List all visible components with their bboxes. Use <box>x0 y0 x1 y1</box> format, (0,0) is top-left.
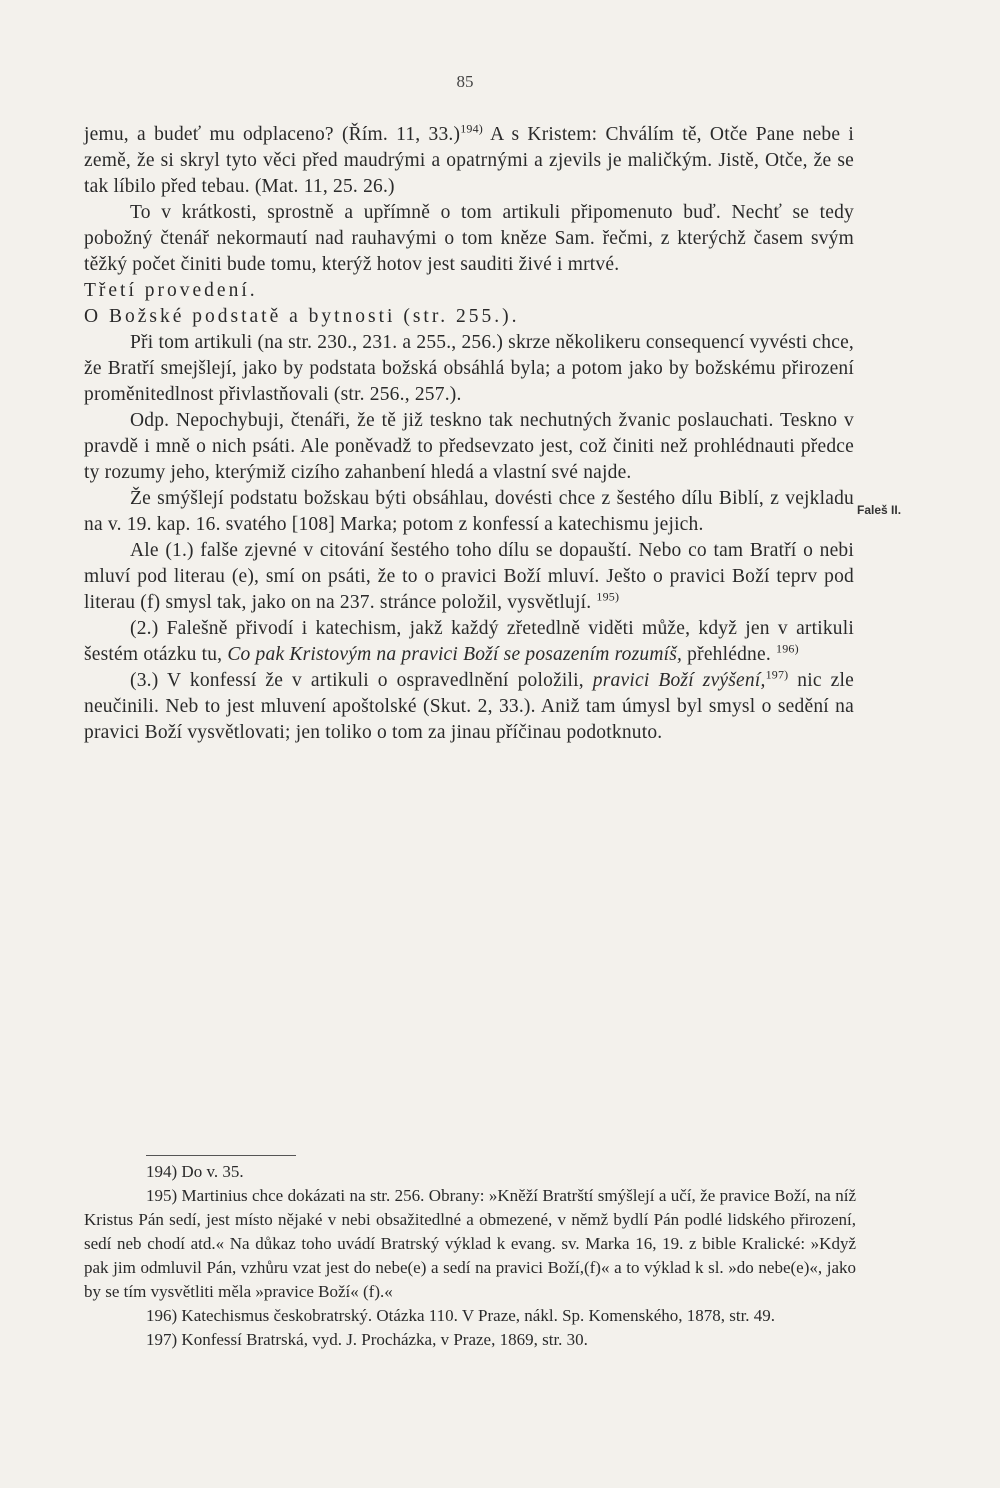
footnote: 194) Do v. 35. <box>146 1162 244 1181</box>
italic-quote: pravici Boží zvýšení, <box>592 670 766 691</box>
section-subheading: O Božské podstatě a bytnosti (str. 255.). <box>84 306 520 327</box>
paragraph: Odp. Nepochybuji, čtenáři, že tě již teskno tak nechutných žvanic poslauchati. Teskno v pravdě i mně o nich psáti. Ale poněvadž to předsevzato jest, což činiti než prohlédnauti předce ty rozumy jeho, kterýmiž cizího zahanbení hledá a vlastní své najde. <box>84 410 854 483</box>
footnote-ref: 197) <box>765 667 789 682</box>
text-run: Ale (1.) falše zjevné v citování šestého toho dílu se dopauští. Nebo co tam Bratří o nebi mluví pod literau (e), smí on psáti, že to o pravici Boží mluví. Ješto o pravici Boží teprv pod literau (f) smysl tak, jako on na 237. stránce položil, vysvětlují. <box>84 540 854 613</box>
text-run: (3.) V konfessí že v artikuli o ospravedlnění položili, <box>130 670 593 691</box>
text-run: A s Kristem: Chválím tě, Otče Pane nebe i země, že si skryl tyto věci před maudrými a opatrnými a zjevils je maličkým. Jistě, Otče, že se tak líbilo před tebau. (Mat. 11, 25. 26.) <box>84 124 854 197</box>
paragraph <box>84 538 854 616</box>
italic-quote: Co pak Kristovým na pravici Boží se posazením rozumíš, <box>227 644 683 665</box>
footnote-ref: 196) <box>776 641 799 656</box>
footnote: 197) Konfessí Bratrská, vyd. J. Procházka, v Praze, 1869, str. 30. <box>146 1330 588 1349</box>
footnote: 195) Martinius chce dokázati na str. 256. Obrany: »Kněží Bratrští smýšlejí a učí, že pravice Boží, na níž Kristus Pán sedí, jest místo nějaké v nebi obsažitedlné a obmezené, v němž bydlí Pán podlé lidského přirození, sedí neb chodí atd.« Na důkaz toho uvádí Bratrský výklad k evang. sv. Marka 16, 19. z bible Kralické: »Když pak jim odmluvil Pán, vzhůru vzat jest do nebe(e) a sedí na pravici Boží,(f)« a to výklad k sl. »do nebe(e)«, jako by se tím vysvětliti měla »pravice Boží« (f).« <box>84 1186 856 1301</box>
footnote-ref: 195) <box>596 589 620 604</box>
section-heading: Třetí provedení. <box>84 280 258 301</box>
footnote-divider <box>146 1155 296 1156</box>
margin-note: Faleš II. <box>857 503 902 517</box>
footnote: 196) Katechismus českobratrský. Otázka 110. V Praze, nákl. Sp. Komenského, 1878, str. 49. <box>146 1306 776 1325</box>
paragraph: Že smýšlejí podstatu božskau býti obsáhlau, dovésti chce z šestého dílu Biblí, z vejkladu na v. 19. kap. 16. svatého [108] Marka; potom z konfessí a katechismu jejich. <box>84 488 854 535</box>
paragraph <box>84 668 854 746</box>
main-text <box>84 122 854 746</box>
footnotes <box>84 1160 856 1352</box>
paragraph: Při tom artikuli (na str. 230., 231. a 255., 256.) skrze několikeru consequencí vyvésti chce, že Bratří smejšlejí, jako by podstata božská obsáhlá byla; a potom jako by božskému přirození proměnitedlnost přivlastňovali (str. 256., 257.). <box>84 332 854 405</box>
text-run: jemu, a budeť mu odplaceno? (Řím. 11, 33.) <box>84 124 461 145</box>
text-run: nic zle neučinili. Neb to jest mluvení apoštolské (Skut. 2, 33.). Aniž tam úmysl byl smysl o sedění na pravici Boží vysvětlovati; jen toliko o tom za jinau příčinau podotknuto. <box>84 670 854 743</box>
paragraph-continuation <box>84 122 854 200</box>
text-run: přehlédne. <box>682 644 771 665</box>
text-run: (2.) Falešně přivodí i katechism, jakž každý zřetedlně viděti může, když jen v artikuli šestém otázku tu, <box>84 618 854 665</box>
paragraph: To v krátkosti, sprostně a upřímně o tom artikuli připomenuto buď. Nechť se tedy pobožný čtenář nekormautí nad rauhavými o tom kněze Sam. řečmi, z kterýchž časem svým těžký počet činiti bude tomu, kterýž hotov jest sauditi živé i mrtvé. <box>84 202 854 275</box>
footnote-ref: 194) <box>460 121 483 136</box>
page-number: 85 <box>456 72 474 91</box>
paragraph <box>84 616 854 668</box>
